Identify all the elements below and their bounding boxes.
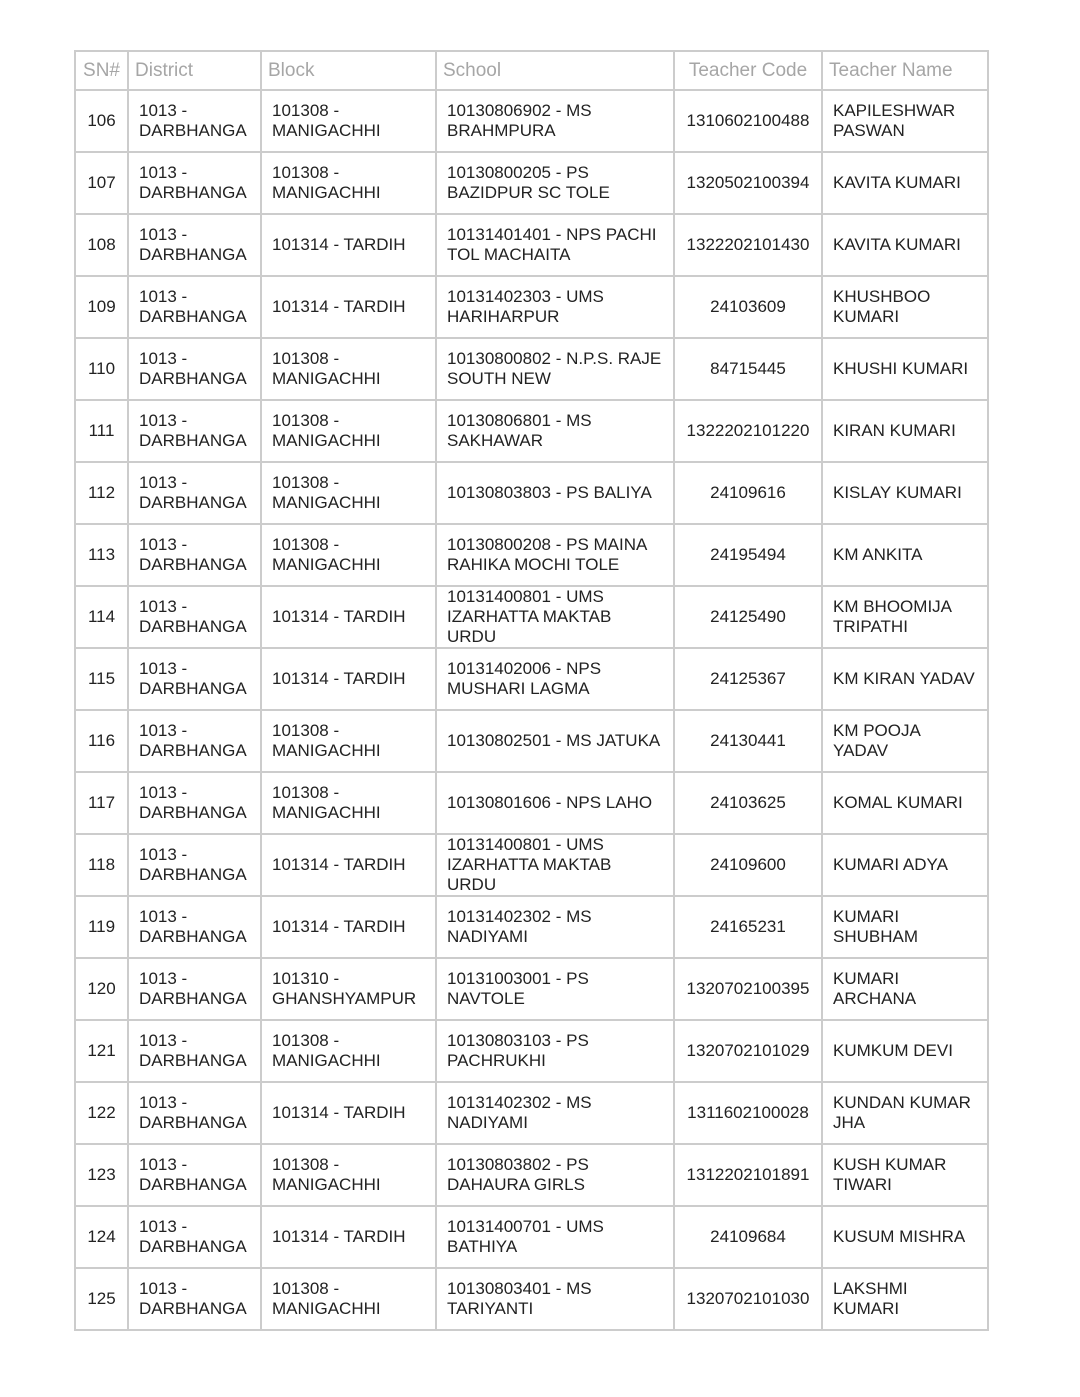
cell-school: 10131402302 - MS NADIYAMI [436,1082,674,1144]
cell-teacher-code: 1322202101430 [674,214,822,276]
cell-teacher-name: KUNDAN KUMAR JHA [822,1082,988,1144]
cell-block: 101308 - MANIGACHHI [261,338,436,400]
cell-teacher-name: KUMARI SHUBHAM [822,896,988,958]
cell-sn: 106 [75,90,128,152]
cell-district: 1013 - DARBHANGA [128,586,261,648]
cell-teacher-code: 84715445 [674,338,822,400]
cell-sn: 116 [75,710,128,772]
cell-district: 1013 - DARBHANGA [128,462,261,524]
cell-block: 101314 - TARDIH [261,834,436,896]
cell-teacher-code: 24130441 [674,710,822,772]
cell-school: 10131401401 - NPS PACHI TOL MACHAITA [436,214,674,276]
cell-teacher-name: KAVITA KUMARI [822,214,988,276]
cell-sn: 124 [75,1206,128,1268]
cell-teacher-name: KUSUM MISHRA [822,1206,988,1268]
cell-sn: 114 [75,586,128,648]
table-row [75,462,988,524]
cell-teacher-code: 24195494 [674,524,822,586]
cell-district: 1013 - DARBHANGA [128,834,261,896]
cell-teacher-name: KM BHOOMIJA TRIPATHI [822,586,988,648]
cell-block: 101314 - TARDIH [261,896,436,958]
cell-sn: 120 [75,958,128,1020]
cell-school: 10131400801 - UMS IZARHATTA MAKTAB URDU [436,586,674,648]
cell-district: 1013 - DARBHANGA [128,524,261,586]
cell-block: 101314 - TARDIH [261,648,436,710]
cell-teacher-code: 1320502100394 [674,152,822,214]
cell-teacher-name: LAKSHMI KUMARI [822,1268,988,1330]
cell-teacher-name: KHUSHBOO KUMARI [822,276,988,338]
cell-school: 10130806801 - MS SAKHAWAR [436,400,674,462]
cell-district: 1013 - DARBHANGA [128,1144,261,1206]
teacher-table [74,50,989,1331]
cell-teacher-code: 24109600 [674,834,822,896]
cell-block: 101308 - MANIGACHHI [261,772,436,834]
cell-school: 10131402006 - NPS MUSHARI LAGMA [436,648,674,710]
cell-school: 10130800205 - PS BAZIDPUR SC TOLE [436,152,674,214]
table-row [75,772,988,834]
cell-sn: 125 [75,1268,128,1330]
cell-sn: 113 [75,524,128,586]
cell-school: 10131402302 - MS NADIYAMI [436,896,674,958]
cell-sn: 118 [75,834,128,896]
cell-school: 10131003001 - PS NAVTOLE [436,958,674,1020]
header-school: School [436,51,674,90]
cell-teacher-code: 24103625 [674,772,822,834]
cell-block: 101314 - TARDIH [261,276,436,338]
cell-school: 10130803802 - PS DAHAURA GIRLS [436,1144,674,1206]
cell-sn: 119 [75,896,128,958]
table-row [75,1206,988,1268]
cell-teacher-name: KUMKUM DEVI [822,1020,988,1082]
cell-school: 10130806902 - MS BRAHMPURA [436,90,674,152]
cell-sn: 115 [75,648,128,710]
cell-teacher-code: 1310602100488 [674,90,822,152]
cell-block: 101308 - MANIGACHHI [261,400,436,462]
table-row [75,586,988,648]
cell-block: 101308 - MANIGACHHI [261,710,436,772]
cell-district: 1013 - DARBHANGA [128,1268,261,1330]
cell-teacher-name: KM POOJA YADAV [822,710,988,772]
cell-teacher-name: KAPILESHWAR PASWAN [822,90,988,152]
cell-teacher-name: KIRAN KUMARI [822,400,988,462]
cell-sn: 123 [75,1144,128,1206]
cell-school: 10130803401 - MS TARIYANTI [436,1268,674,1330]
cell-block: 101308 - MANIGACHHI [261,1268,436,1330]
cell-school: 10131400801 - UMS IZARHATTA MAKTAB URDU [436,834,674,896]
header-district: District [128,51,261,90]
cell-school: 10131400701 - UMS BATHIYA [436,1206,674,1268]
cell-block: 101308 - MANIGACHHI [261,524,436,586]
cell-sn: 107 [75,152,128,214]
cell-teacher-name: KUSH KUMAR TIWARI [822,1144,988,1206]
cell-district: 1013 - DARBHANGA [128,90,261,152]
cell-teacher-name: KUMARI ADYA [822,834,988,896]
cell-block: 101314 - TARDIH [261,214,436,276]
cell-teacher-name: KISLAY KUMARI [822,462,988,524]
cell-sn: 110 [75,338,128,400]
cell-block: 101308 - MANIGACHHI [261,462,436,524]
table-row [75,400,988,462]
cell-teacher-code: 1320702101030 [674,1268,822,1330]
cell-district: 1013 - DARBHANGA [128,400,261,462]
table-row [75,710,988,772]
cell-sn: 117 [75,772,128,834]
table-row [75,834,988,896]
cell-block: 101314 - TARDIH [261,1082,436,1144]
cell-teacher-code: 24109684 [674,1206,822,1268]
header-block: Block [261,51,436,90]
table-row [75,896,988,958]
cell-block: 101308 - MANIGACHHI [261,1020,436,1082]
cell-teacher-code: 1320702101029 [674,1020,822,1082]
cell-school: 10130803803 - PS BALIYA [436,462,674,524]
cell-district: 1013 - DARBHANGA [128,152,261,214]
cell-district: 1013 - DARBHANGA [128,1020,261,1082]
cell-district: 1013 - DARBHANGA [128,1206,261,1268]
cell-teacher-code: 24125367 [674,648,822,710]
table-row [75,1082,988,1144]
cell-sn: 109 [75,276,128,338]
cell-district: 1013 - DARBHANGA [128,958,261,1020]
table-row [75,1020,988,1082]
cell-teacher-name: KOMAL KUMARI [822,772,988,834]
table-row [75,524,988,586]
cell-school: 10130800208 - PS MAINA RAHIKA MOCHI TOLE [436,524,674,586]
table-body [75,90,988,1330]
cell-block: 101308 - MANIGACHHI [261,1144,436,1206]
cell-sn: 122 [75,1082,128,1144]
table-row [75,958,988,1020]
cell-sn: 112 [75,462,128,524]
cell-district: 1013 - DARBHANGA [128,772,261,834]
cell-teacher-name: KM KIRAN YADAV [822,648,988,710]
cell-teacher-name: KM ANKITA [822,524,988,586]
cell-district: 1013 - DARBHANGA [128,338,261,400]
cell-teacher-name: KHUSHI KUMARI [822,338,988,400]
table-header [75,51,988,90]
cell-teacher-name: KUMARI ARCHANA [822,958,988,1020]
cell-teacher-code: 24109616 [674,462,822,524]
cell-teacher-code: 24165231 [674,896,822,958]
cell-teacher-code: 24125490 [674,586,822,648]
cell-sn: 108 [75,214,128,276]
cell-district: 1013 - DARBHANGA [128,1082,261,1144]
table-row [75,1268,988,1330]
cell-teacher-code: 1312202101891 [674,1144,822,1206]
table-row [75,648,988,710]
cell-block: 101314 - TARDIH [261,1206,436,1268]
cell-school: 10130800802 - N.P.S. RAJE SOUTH NEW [436,338,674,400]
table-row [75,214,988,276]
cell-school: 10130801606 - NPS LAHO [436,772,674,834]
cell-district: 1013 - DARBHANGA [128,710,261,772]
header-row [75,51,988,90]
cell-sn: 121 [75,1020,128,1082]
cell-school: 10131402303 - UMS HARIHARPUR [436,276,674,338]
cell-block: 101310 - GHANSHYAMPUR [261,958,436,1020]
table-row [75,90,988,152]
cell-district: 1013 - DARBHANGA [128,648,261,710]
cell-district: 1013 - DARBHANGA [128,896,261,958]
cell-teacher-code: 1320702100395 [674,958,822,1020]
header-teacher-name: Teacher Name [822,51,988,90]
cell-teacher-name: KAVITA KUMARI [822,152,988,214]
cell-school: 10130803103 - PS PACHRUKHI [436,1020,674,1082]
cell-block: 101314 - TARDIH [261,586,436,648]
cell-teacher-code: 1322202101220 [674,400,822,462]
cell-school: 10130802501 - MS JATUKA [436,710,674,772]
cell-block: 101308 - MANIGACHHI [261,90,436,152]
table-row [75,276,988,338]
table-row [75,1144,988,1206]
cell-sn: 111 [75,400,128,462]
header-sn: SN# [75,51,128,90]
table-row [75,152,988,214]
cell-teacher-code: 1311602100028 [674,1082,822,1144]
table-row [75,338,988,400]
cell-teacher-code: 24103609 [674,276,822,338]
cell-district: 1013 - DARBHANGA [128,214,261,276]
cell-district: 1013 - DARBHANGA [128,276,261,338]
cell-block: 101308 - MANIGACHHI [261,152,436,214]
header-teacher-code: Teacher Code [674,51,822,90]
